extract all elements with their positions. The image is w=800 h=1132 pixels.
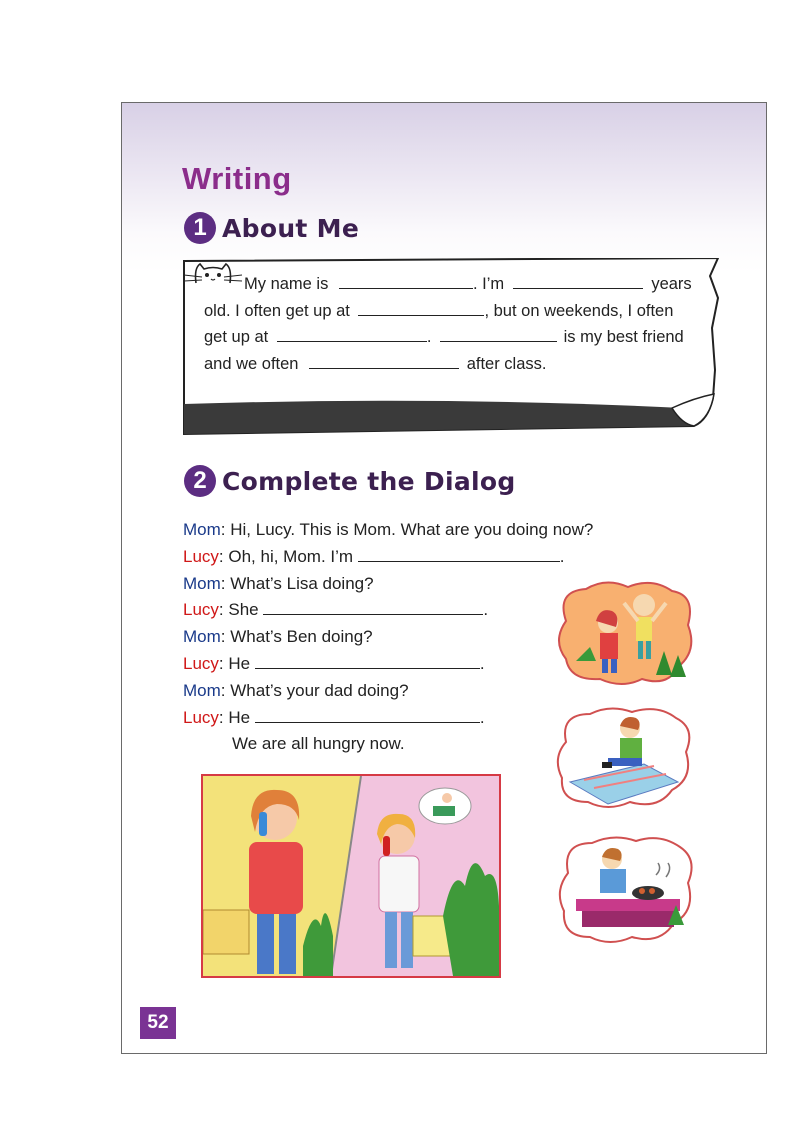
dialog-text: Oh, hi, Mom. I’m <box>223 546 358 566</box>
page-heading: Writing <box>182 161 292 196</box>
speaker-mom: Mom <box>183 573 221 593</box>
weekend-time-blank[interactable] <box>277 325 427 342</box>
dialog-text: He <box>223 707 255 727</box>
text: get up at <box>204 328 269 346</box>
lisa-climbing-illustration <box>556 581 694 689</box>
dad-barbecue-illustration <box>556 835 696 947</box>
paragraph-line <box>204 298 709 325</box>
speaker-lucy: Lucy <box>183 600 219 620</box>
paragraph-line <box>204 324 709 351</box>
colon: : <box>218 546 224 566</box>
speaker-lucy: Lucy <box>183 653 219 673</box>
dialog-line <box>183 705 593 732</box>
dialog-line <box>183 571 593 598</box>
text: years <box>651 275 692 293</box>
cat-doodle-icon <box>182 258 244 286</box>
wake-time-blank[interactable] <box>358 299 484 316</box>
workbook-page <box>121 102 767 1054</box>
activity-blank[interactable] <box>309 352 459 369</box>
colon: : <box>220 520 226 539</box>
speaker-mom: Mom <box>183 627 221 647</box>
dialog-line <box>183 517 593 544</box>
ben-picnic-blanket-illustration <box>554 706 694 812</box>
paragraph-line <box>204 351 709 378</box>
section-number-badge: 2 <box>184 465 216 497</box>
dialog-text: He <box>223 653 255 673</box>
speaker-lucy: Lucy <box>183 707 219 727</box>
dialog-end: . <box>483 600 489 620</box>
about-me-note-paper <box>182 258 722 438</box>
speaker-lucy: Lucy <box>183 546 219 566</box>
text: My name is <box>244 275 329 293</box>
age-blank[interactable] <box>513 272 643 289</box>
dialog-text: What’s Ben doing? <box>225 627 373 647</box>
colon: : <box>220 627 226 647</box>
paragraph-line <box>204 271 709 298</box>
colon: : <box>218 707 224 727</box>
dialog-line <box>183 678 593 705</box>
dialog-line <box>183 544 593 571</box>
text: , but on weekends, I often <box>484 301 674 320</box>
section-dialog-title <box>184 465 516 497</box>
section-title-text: About Me <box>222 213 360 243</box>
answer-blank[interactable] <box>255 652 480 669</box>
answer-blank[interactable] <box>358 545 560 562</box>
colon: : <box>218 600 224 620</box>
dialog-text: What’s your dad doing? <box>225 680 409 700</box>
text: is my best friend <box>563 328 684 346</box>
dialog-end: . <box>479 707 485 727</box>
section-number-badge: 1 <box>184 212 216 244</box>
best-friend-blank[interactable] <box>440 325 557 342</box>
dialog-line <box>183 597 593 624</box>
dialog-text: Hi, Lucy. This is Mom. What are you doing now? <box>225 520 594 539</box>
answer-blank[interactable] <box>263 598 483 615</box>
page-number-badge: 52 <box>140 1007 176 1039</box>
name-blank[interactable] <box>339 272 473 289</box>
text: . <box>426 328 432 346</box>
text: and we often <box>204 354 299 373</box>
phone-call-illustration <box>201 774 501 978</box>
dialog-end: . <box>479 653 485 673</box>
dialog-line <box>183 624 593 651</box>
speaker-mom: Mom <box>183 520 221 539</box>
colon: : <box>220 680 226 700</box>
dialog-block <box>183 517 593 758</box>
text: . I’m <box>472 275 505 293</box>
colon: : <box>220 573 226 593</box>
dialog-line <box>183 651 593 678</box>
about-me-paragraph <box>204 271 709 377</box>
dialog-end: . <box>559 546 565 566</box>
speaker-mom: Mom <box>183 680 221 700</box>
text: after class. <box>466 354 547 373</box>
colon: : <box>218 653 224 673</box>
section-about-me-title <box>184 212 359 244</box>
dialog-closing: We are all hungry now. <box>232 734 405 754</box>
dialog-text: She <box>223 600 264 620</box>
text: old. I often get up at <box>204 301 350 320</box>
section-title-text: Complete the Dialog <box>222 466 516 496</box>
answer-blank[interactable] <box>255 706 480 723</box>
dialog-text: What’s Lisa doing? <box>225 573 374 593</box>
